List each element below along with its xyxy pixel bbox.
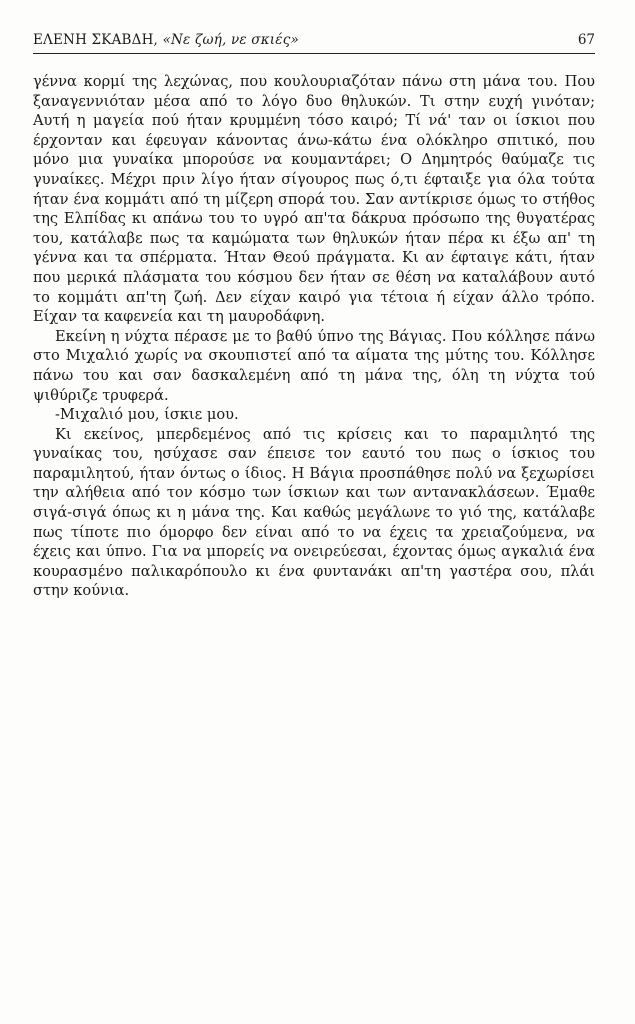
header-author: ΕΛΕΝΗ ΣΚΑΒΔΗ, [33,32,159,48]
dialogue-line: -Μιχαλιό μου, ίσκιε μου. [55,406,239,424]
header-title [33,32,299,48]
body-text [33,72,595,601]
page-number: 67 [577,32,595,48]
paragraph: γέννα κορμί της λεχώνας, που κουλουριαζόταν πάνω στη μάνα του. Που ξαναγεννιόταν μέσα από το λόγο δυο θηλυκών. Τι στην ευχή γινόταν; Αυτή η μαγεία πού ήταν κρυμμένη τόσο καιρό; Τί νά' ταν οι ίσκιοι που έρχονταν και έφευγαν κάνοντας άνω-κάτω ένα ολόκληρο σπιτικό, που μόνο μια γυναίκα μπορούσε να κουμαντάρει; Ο Δημητρός θαύμαζε τις γυναίκες. Μέχρι πριν λίγο ήταν σίγουρος πως ό,τι έφταιξε για όλα τούτα ήταν ένα κομμάτι από τη μίζερη σπορά του. Σαν αντίκρισε όμως το στήθος της Ελπίδας κι απάνω του το υγρό απ'τα δάκρυα πρόσωπο της θυγατέρας του, κατάλαβε πως τα καμώματα των θηλυκών ήταν πέρα κι έξω απ' τη γέννα και τα σπέρματα. Ήταν Θεού πράγματα. Κι αν έφταιγε κάτι, ήταν που μερικά πλάσματα του κόσμου δεν ήταν σε θέση να καταλάβουν αυτό το κομμάτι απ'τη ζωή. Δεν είχαν καιρό για τέτοια ή είχαν άλλο τρόπο. Είχαν τα καφενεία και τη μαυροδάφνη. [33,73,595,326]
paragraph: Κι εκείνος, μπερδεμένος από τις κρίσεις και το παραμιλητό της γυναίκας του, ησύχασε σαν έπεισε τον εαυτό του πως ο ίσκιος του παραμιλητού, ήταν όντως ο ίδιος. Η Βάγια προσπάθησε πολύ να ξεχωρίσει την αλήθεια από τον κόσμο των ίσκιων και των αντανακλάσεων. Έμαθε σιγά-σιγά όπως κι η μάνα της. Και καθώς μεγάλωνε το γιό της, κατάλαβε πως τίποτε πιο όμορφο δεν είναι από το να έχεις τα χρειαζούμενα, να έχεις και ύπνο. Για να μπορείς να ονειρεύεσαι, έχοντας όμως αγκαλιά ένα κουρασμένο παλικαρόπουλο κι ένα φυντανάκι απ'τη γαστέρα σου, πλάι στην κούνια. [33,425,595,600]
paragraph: Εκείνη η νύχτα πέρασε με το βαθύ ύπνο της Βάγιας. Που κόλλησε πάνω στο Μιχαλιό χωρίς να σκουπιστεί από τα αίματα της μύτης του. Κόλλησε πάνω του και σαν δασκαλεμένη από τη μάνα της, όλη τη νύχτα τού ψιθύριζε τρυφερά. [33,327,595,404]
running-header [33,32,595,54]
header-book-title: «Νε ζωή, νε σκιές» [162,32,299,48]
